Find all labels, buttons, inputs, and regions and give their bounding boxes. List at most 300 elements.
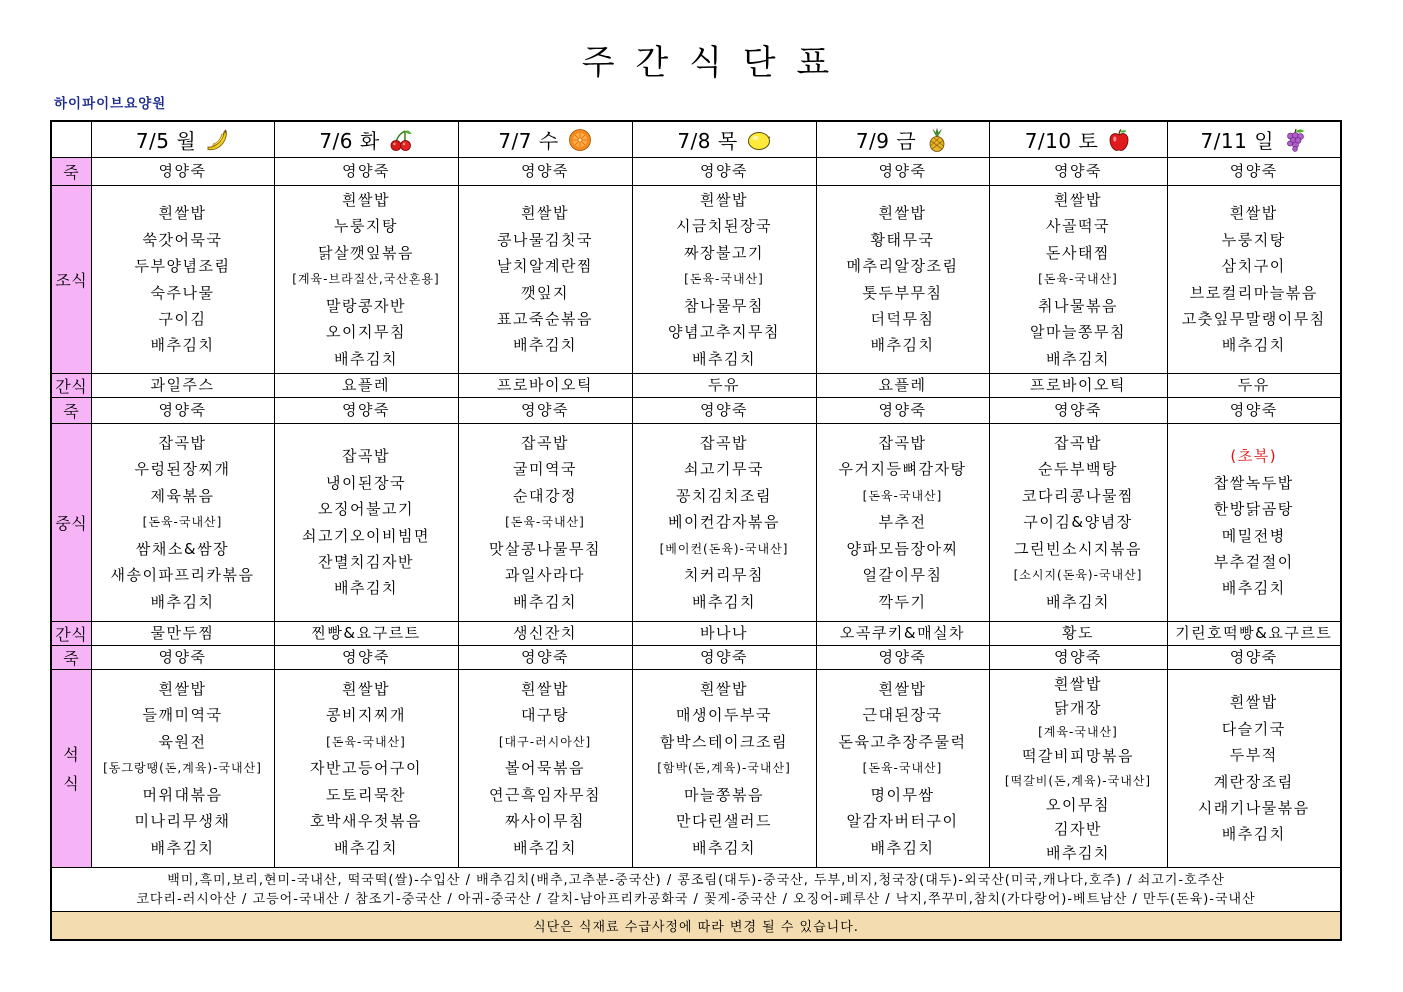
- row-label-text: 간식: [55, 377, 88, 396]
- menu-item: 한방닭곰탕: [1213, 500, 1294, 519]
- menu-item: 닭살깻잎볶음: [318, 243, 414, 262]
- origin-note: [소시지(돈육)-국내산]: [1013, 568, 1143, 583]
- menu-item: 삼치구이: [1221, 257, 1286, 276]
- origin-note: [돈육-국내산]: [505, 515, 585, 530]
- menu-item: 흰쌀밥: [342, 680, 390, 699]
- pineapple-icon: [925, 128, 949, 152]
- menu-item: 배추김치: [150, 592, 215, 611]
- menu-item-list: [817, 624, 989, 643]
- menu-item: 베이컨감자볶음: [668, 513, 780, 532]
- menu-cell: [1167, 398, 1341, 424]
- origin-note: [동그랑땡(돈,계육)-국내산]: [103, 761, 262, 776]
- orange-icon: [568, 128, 592, 152]
- menu-item: 깍두기: [878, 592, 927, 611]
- menu-item: 과일주스: [150, 376, 215, 394]
- menu-cell: [989, 398, 1167, 424]
- menu-cell: [274, 374, 458, 398]
- menu-item: 물만두찜: [150, 624, 215, 642]
- menu-item: 배추김치: [513, 838, 577, 857]
- menu-cell: [274, 158, 458, 186]
- menu-item: 김자반: [1054, 819, 1102, 838]
- menu-item: 연근흑임자무침: [489, 785, 601, 804]
- menu-item: 배추김치: [513, 336, 577, 355]
- menu-cell: [458, 158, 632, 186]
- menu-item: 요플레: [878, 376, 927, 394]
- menu-item: 영양죽: [878, 648, 927, 666]
- menu-item-list: [275, 443, 458, 601]
- menu-item-list: [459, 401, 632, 420]
- menu-item: 잡곡밥: [342, 447, 390, 466]
- menu-item-list: [817, 162, 989, 181]
- grape-icon: [1283, 128, 1307, 152]
- menu-item: 배추김치: [870, 838, 935, 857]
- menu-cell: [1167, 622, 1341, 646]
- menu-item: 오이지무침: [326, 323, 406, 342]
- menu-item: 우렁된장찌개: [134, 460, 231, 479]
- menu-item: 두유: [708, 376, 740, 394]
- menu-cell: [816, 374, 989, 398]
- meal-row-breakfast: [51, 186, 1341, 374]
- menu-item: 잔멸치김자반: [318, 552, 414, 571]
- menu-item: 영양죽: [1229, 648, 1278, 666]
- menu-cell: [632, 398, 816, 424]
- menu-item: 취나물볶음: [1038, 296, 1118, 315]
- day-date: 7/10 토: [1024, 129, 1099, 153]
- menu-item: 두부적: [1229, 746, 1278, 765]
- menu-item: 배추김치: [1221, 336, 1286, 355]
- menu-item: 배추김치: [150, 336, 215, 355]
- menu-item: 과일사라다: [505, 566, 585, 585]
- menu-item-list: [1168, 689, 1341, 847]
- menu-item: 순대강정: [513, 486, 577, 505]
- day-date: 7/5 월: [135, 129, 197, 153]
- menu-cell: [989, 670, 1167, 868]
- lemon-icon: [747, 128, 771, 152]
- menu-item: 닭개장: [1054, 698, 1102, 717]
- menu-item-list: [990, 430, 1167, 615]
- menu-item: 말랑콩자반: [326, 296, 406, 315]
- menu-item-list: [92, 430, 274, 615]
- menu-item-list: [817, 200, 989, 358]
- menu-item-list: [275, 401, 458, 420]
- menu-item-list: [92, 162, 274, 181]
- menu-item: 대구탕: [521, 706, 569, 725]
- meal-row-snack-morning: [51, 374, 1341, 398]
- menu-cell: [91, 374, 274, 398]
- menu-item: 얼갈이무침: [862, 566, 943, 585]
- row-label: [51, 186, 91, 374]
- menu-cell: [91, 670, 274, 868]
- menu-item: 두부양념조림: [134, 257, 231, 276]
- day-header: [458, 121, 632, 158]
- origin-line: 백미,흑미,보리,현미-국내산, 떡국떡(쌀)-수입산 / 배추김치(배추,고추분-중국산) / 콩조림(대두)-중국산, 두부,비지,청국장(대두)-외국산(미국,캐나다,호주) / 쇠고기-호주산: [167, 872, 1225, 888]
- origin-note: [돈육-국내산]: [862, 761, 943, 776]
- banana-icon: [205, 128, 229, 152]
- day-header: [1167, 121, 1341, 158]
- menu-item: 명이무쌈: [870, 785, 935, 804]
- menu-item: 잡곡밥: [158, 434, 207, 453]
- menu-item: 흰쌀밥: [878, 680, 927, 699]
- menu-item: 양파모듬장아찌: [846, 539, 959, 558]
- menu-item: 마늘쫑볶음: [684, 785, 764, 804]
- menu-item: 자반고등어구이: [310, 759, 422, 778]
- row-label: [51, 374, 91, 398]
- menu-cell: [274, 622, 458, 646]
- origin-note: [돈육-국내산]: [684, 272, 764, 287]
- menu-item: 영양죽: [700, 401, 748, 419]
- menu-cell: [632, 670, 816, 868]
- menu-cell: [91, 646, 274, 670]
- menu-item: 두유: [1237, 376, 1270, 394]
- meal-row-porridge-breakfast: [51, 158, 1341, 186]
- menu-cell: [458, 670, 632, 868]
- table-footer: [51, 868, 1341, 940]
- menu-item: 치커리무침: [684, 566, 764, 585]
- menu-item-list: [817, 401, 989, 420]
- menu-item-list: [275, 676, 458, 861]
- menu-item: 흰쌀밥: [1054, 191, 1102, 210]
- menu-item: 배추김치: [1221, 825, 1286, 844]
- menu-item: 만다린샐러드: [676, 812, 772, 831]
- notice-text: 식단은 식재료 수급사정에 따라 변경 될 수 있습니다.: [51, 912, 1341, 940]
- menu-item: 영양죽: [521, 401, 569, 419]
- menu-item: 알감자버터구이: [846, 812, 959, 831]
- day-date: 7/7 수: [498, 129, 559, 153]
- menu-item: 영양죽: [342, 401, 390, 419]
- menu-cell: [91, 398, 274, 424]
- menu-item-list: [92, 676, 274, 861]
- menu-cell: [632, 646, 816, 670]
- menu-item: 배추김치: [870, 336, 935, 355]
- menu-item: 잡곡밥: [700, 434, 748, 453]
- menu-item: 영양죽: [342, 648, 390, 666]
- menu-cell: [989, 158, 1167, 186]
- menu-cell: [458, 398, 632, 424]
- menu-item: 구이김: [158, 309, 207, 328]
- row-label-text: 죽: [63, 163, 80, 182]
- corner-cell: [51, 121, 91, 158]
- menu-item: 영양죽: [1229, 162, 1278, 180]
- row-label: [51, 158, 91, 186]
- menu-item: 쌈채소&쌈장: [135, 539, 230, 558]
- menu-item: 돈사태찜: [1046, 243, 1110, 262]
- menu-item: 그린빈소시지볶음: [1014, 539, 1142, 558]
- menu-item: 영양죽: [1054, 648, 1102, 666]
- menu-cell: [91, 622, 274, 646]
- menu-item: 쑥갓어묵국: [142, 230, 223, 249]
- menu-item: 깻잎지: [521, 283, 569, 302]
- menu-item-list: [633, 624, 816, 643]
- origin-note: [떡갈비(돈,계육)-국내산]: [1004, 773, 1152, 788]
- day-header: [632, 121, 816, 158]
- menu-item: 흰쌀밥: [1054, 674, 1102, 693]
- notice-row: [51, 912, 1341, 940]
- menu-body: [51, 158, 1341, 868]
- menu-item: 영양죽: [1054, 401, 1102, 419]
- menu-cell: [458, 646, 632, 670]
- menu-item-list: [275, 648, 458, 667]
- origin-line: 코다리-러시아산 / 고등어-국내산 / 참조기-중국산 / 아귀-중국산 / 갈치-남아프리카공화국 / 꽃게-중국산 / 오징어-페루산 / 낙지,쭈꾸미,참치(가다랑어)-베트남산 / 만두(돈육)-국내산: [136, 891, 1256, 907]
- menu-item: 영양죽: [158, 401, 207, 419]
- row-label-text: 죽: [63, 649, 80, 668]
- menu-item: 영양죽: [521, 162, 569, 180]
- menu-item: 코다리콩나물찜: [1022, 486, 1134, 505]
- menu-item: 배추김치: [513, 592, 577, 611]
- menu-item: 도토리묵찬: [326, 785, 406, 804]
- row-label: [51, 646, 91, 670]
- menu-item: 메밀전병: [1221, 526, 1286, 545]
- apple-icon: [1107, 128, 1131, 152]
- day-header-row: [51, 121, 1341, 158]
- origin-row: [51, 868, 1341, 912]
- menu-item: 영양죽: [878, 162, 927, 180]
- menu-item-list: [1168, 200, 1341, 358]
- menu-item-list: [275, 376, 458, 395]
- menu-item: 쇠고기무국: [684, 460, 764, 479]
- weekly-menu-table: [50, 120, 1342, 941]
- menu-item-list: [1168, 401, 1341, 420]
- day-header: [989, 121, 1167, 158]
- menu-cell: [458, 374, 632, 398]
- menu-item-list: [990, 162, 1167, 181]
- menu-item: 배추김치: [692, 592, 756, 611]
- menu-item-list: [633, 401, 816, 420]
- menu-cell: [274, 670, 458, 868]
- menu-item: 오징어불고기: [318, 500, 414, 519]
- day-date: 7/6 화: [319, 129, 380, 153]
- menu-item-list: [633, 162, 816, 181]
- menu-item: 흰쌀밥: [1229, 693, 1278, 712]
- menu-item: 매생이두부국: [676, 706, 772, 725]
- origin-note: [베이컨(돈육)-국내산]: [659, 541, 789, 556]
- menu-item: 잡곡밥: [1054, 434, 1102, 453]
- menu-item: 볼어묵볶음: [505, 759, 585, 778]
- menu-item: 영양죽: [158, 648, 207, 666]
- origin-note: [돈육-국내산]: [142, 515, 223, 530]
- menu-item-list: [275, 624, 458, 643]
- menu-item-list: [275, 187, 458, 372]
- menu-item: 육원전: [158, 732, 207, 751]
- menu-cell: [274, 186, 458, 374]
- menu-cell: [816, 622, 989, 646]
- menu-item-list: [1168, 624, 1341, 643]
- menu-item-list: [92, 624, 274, 643]
- menu-cell: [632, 158, 816, 186]
- menu-item-list: [459, 430, 632, 615]
- menu-item-list: [990, 672, 1167, 866]
- menu-item: 냉이된장국: [326, 473, 406, 492]
- menu-item-list: [92, 401, 274, 420]
- day-header: [274, 121, 458, 158]
- menu-item: 쇠고기오이비빔면: [302, 526, 430, 545]
- menu-item: 생신잔치: [513, 624, 577, 642]
- menu-item: 브로컬리마늘볶음: [1189, 283, 1318, 302]
- origin-note: [함박(돈,계육)-국내산]: [657, 761, 791, 776]
- day-header: [816, 121, 989, 158]
- menu-cell: [1167, 670, 1341, 868]
- menu-cell: [91, 158, 274, 186]
- menu-item: 배추김치: [334, 838, 398, 857]
- menu-item: 배추김치: [334, 349, 398, 368]
- menu-item: 흰쌀밥: [700, 680, 748, 699]
- menu-item: 영양죽: [158, 162, 207, 180]
- menu-item: 맛살콩나물무침: [489, 539, 601, 558]
- menu-item: 사골떡국: [1046, 217, 1110, 236]
- menu-item: 영양죽: [878, 401, 927, 419]
- menu-item: 부추전: [878, 513, 927, 532]
- menu-item: 흰쌀밥: [342, 191, 390, 210]
- menu-item: 누룽지탕: [1221, 230, 1286, 249]
- menu-item: 배추김치: [334, 579, 398, 598]
- menu-item: 참나물무침: [684, 296, 764, 315]
- menu-item: 잡곡밥: [878, 434, 927, 453]
- menu-item-list: [459, 376, 632, 395]
- menu-item: 톳두부무침: [862, 283, 943, 302]
- meal-row-porridge-dinner: [51, 646, 1341, 670]
- origin-note: [돈육-국내산]: [326, 734, 406, 749]
- menu-item: 미나리무생채: [134, 812, 231, 831]
- menu-cell: [458, 186, 632, 374]
- menu-item: 날치알계란찜: [497, 257, 593, 276]
- menu-cell: [989, 186, 1167, 374]
- menu-item: 순두부백탕: [1038, 460, 1118, 479]
- facility-name: 하이파이브요양원: [54, 96, 167, 112]
- menu-item: 프로바이오틱: [1030, 376, 1126, 394]
- menu-item-list: [1168, 376, 1341, 395]
- menu-item-list: [633, 676, 816, 861]
- origin-info: [51, 868, 1341, 912]
- menu-cell: [989, 374, 1167, 398]
- menu-item: 기린호떡빵&요구르트: [1175, 624, 1333, 642]
- menu-item-list: [633, 430, 816, 615]
- menu-item: 근대된장국: [862, 706, 943, 725]
- menu-item-list: [459, 162, 632, 181]
- menu-item: 고춧잎무말랭이무침: [1181, 309, 1326, 328]
- day-date: 7/11 일: [1200, 129, 1275, 153]
- row-label-text: 조식: [55, 271, 88, 290]
- meal-row-porridge-lunch: [51, 398, 1341, 424]
- menu-item: 새송이파프리카볶음: [110, 566, 255, 585]
- row-label: [51, 670, 91, 868]
- cherry-icon: [389, 128, 413, 152]
- menu-item-list: [459, 648, 632, 667]
- menu-item: 더덕무침: [870, 309, 935, 328]
- menu-cell: [816, 670, 989, 868]
- menu-cell: [989, 646, 1167, 670]
- row-label-text: 석식: [63, 744, 80, 793]
- menu-item: 배추김치: [1046, 349, 1110, 368]
- menu-cell: [816, 158, 989, 186]
- menu-cell: [816, 646, 989, 670]
- menu-cell: [632, 374, 816, 398]
- day-date: 7/9 금: [855, 129, 917, 153]
- origin-note: [돈육-국내산]: [1038, 272, 1118, 287]
- day-date: 7/8 목: [677, 129, 738, 153]
- menu-cell: [989, 622, 1167, 646]
- row-label: [51, 424, 91, 622]
- holiday-label: (초복): [1230, 447, 1278, 466]
- menu-item: 찹쌀녹두밥: [1213, 473, 1294, 492]
- menu-item: 들깨미역국: [142, 706, 223, 725]
- menu-item: 배추김치: [1221, 579, 1286, 598]
- row-label-text: 죽: [63, 402, 80, 421]
- menu-item-list: [92, 648, 274, 667]
- menu-item-list: [92, 376, 274, 395]
- menu-item-list: [633, 648, 816, 667]
- menu-cell: [458, 622, 632, 646]
- menu-item-list: [92, 200, 274, 358]
- menu-item: 콩나물김칫국: [497, 230, 593, 249]
- menu-cell: [274, 398, 458, 424]
- menu-item: 흰쌀밥: [521, 680, 569, 699]
- origin-note: [계육-국내산]: [1038, 725, 1118, 740]
- menu-item: 부추겉절이: [1213, 552, 1294, 571]
- menu-cell: [91, 186, 274, 374]
- menu-item: 호박새우젓볶음: [310, 812, 422, 831]
- menu-item-list: [990, 376, 1167, 395]
- menu-item: 굴미역국: [513, 460, 577, 479]
- menu-item-list: [990, 401, 1167, 420]
- menu-item: 영양죽: [700, 162, 748, 180]
- menu-cell: [632, 622, 816, 646]
- meal-row-lunch: [51, 424, 1341, 622]
- table-header: [51, 121, 1341, 158]
- meal-row-snack-afternoon: [51, 622, 1341, 646]
- menu-item: 황태무국: [870, 230, 935, 249]
- menu-item: 영양죽: [342, 162, 390, 180]
- row-label-text: 중식: [55, 514, 88, 533]
- menu-item: 흰쌀밥: [878, 204, 927, 223]
- page-title: 주 간 식 단 표: [581, 43, 835, 83]
- menu-cell: [632, 424, 816, 622]
- menu-item: 오이무침: [1046, 795, 1110, 814]
- menu-item: 흰쌀밥: [158, 204, 207, 223]
- menu-item: 흰쌀밥: [700, 191, 748, 210]
- menu-item: 구이김&양념장: [1023, 513, 1133, 532]
- menu-item: 계란장조림: [1213, 772, 1294, 791]
- menu-item: 누룽지탕: [334, 217, 398, 236]
- menu-cell: [91, 424, 274, 622]
- menu-item-list: [275, 162, 458, 181]
- menu-item: 찐빵&요구르트: [311, 624, 421, 642]
- menu-item: 흰쌀밥: [158, 680, 207, 699]
- menu-item-list: [633, 376, 816, 395]
- menu-cell: [989, 424, 1167, 622]
- menu-item: 떡갈비피망볶음: [1022, 747, 1134, 766]
- menu-item-list: [633, 187, 816, 372]
- menu-cell: [1167, 374, 1341, 398]
- menu-cell: [458, 424, 632, 622]
- menu-item: 머위대볶음: [142, 785, 223, 804]
- menu-cell: [1167, 158, 1341, 186]
- origin-note: [돈육-국내산]: [862, 488, 943, 503]
- menu-item: 시금치된장국: [676, 217, 772, 236]
- menu-item: 영양죽: [521, 648, 569, 666]
- origin-note: [대구-러시아산]: [498, 734, 592, 749]
- menu-item-list: [459, 676, 632, 861]
- menu-item: 배추김치: [692, 838, 756, 857]
- menu-item: 황도: [1062, 624, 1094, 642]
- menu-item: 배추김치: [150, 838, 215, 857]
- menu-item: 꽁치김치조림: [676, 486, 772, 505]
- menu-item: 메추리알장조림: [846, 257, 959, 276]
- menu-item: 시래기나물볶음: [1197, 798, 1310, 817]
- menu-item: 양념고추지무침: [668, 323, 780, 342]
- meal-row-dinner: [51, 670, 1341, 868]
- menu-cell: [816, 398, 989, 424]
- menu-item: 영양죽: [1229, 401, 1278, 419]
- menu-item: 다슬기국: [1221, 719, 1286, 738]
